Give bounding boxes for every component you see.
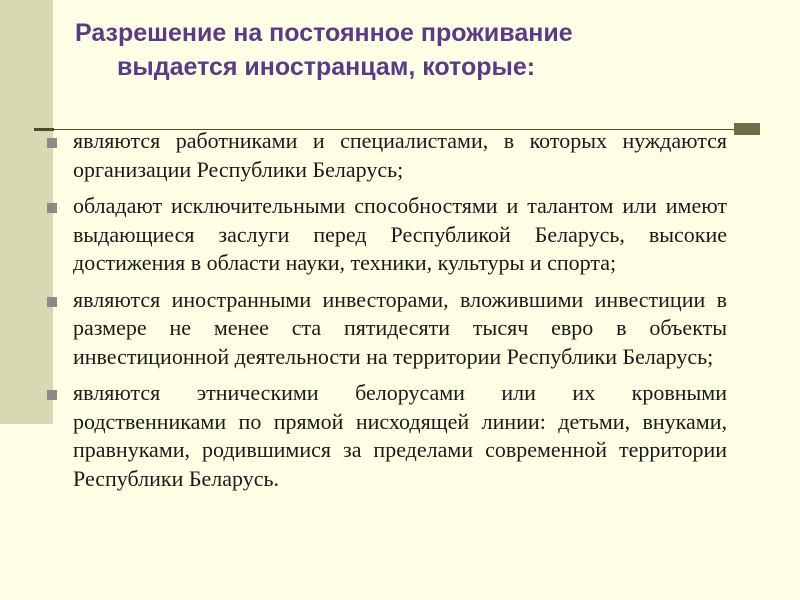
slide-title-line-2: выдается иностранцам, которые: xyxy=(117,53,536,81)
list-item xyxy=(47,127,727,184)
list-item xyxy=(47,379,727,493)
list-item xyxy=(47,286,727,372)
list-item-text: являются работниками и специалистами, в которых нуждаются организации Республики Беларусь; xyxy=(73,128,727,182)
list-item-text: обладают исключительными способностями и талантом или имеют выдающиеся заслуги перед Республикой Беларусь, высокие достижения в области науки, техники, культуры и спорта; xyxy=(73,193,727,275)
square-bullet-icon xyxy=(47,138,57,148)
decorative-side-bar xyxy=(0,0,53,424)
square-bullet-icon xyxy=(47,297,57,307)
list-item-text: являются иностранными инвесторами, вложившими инвестиции в размере не менее ста пятидесяти тысяч евро в объекты инвестиционной деятельности на территории Республики Беларусь; xyxy=(73,286,727,369)
bullet-list xyxy=(47,127,727,501)
square-bullet-icon xyxy=(47,203,57,213)
slide-title xyxy=(75,16,735,84)
list-item-text: являются этническими белорусами или их кровными родственниками по прямой нисходящей линии: детьми, внуками, правнуками, родившимися за пределами современной территории Республики Беларусь. xyxy=(73,380,727,491)
list-item xyxy=(47,192,727,278)
square-bullet-icon xyxy=(47,390,57,400)
divider-right-block xyxy=(734,123,760,135)
slide-title-line-1: Разрешение на постоянное проживание xyxy=(75,19,573,47)
